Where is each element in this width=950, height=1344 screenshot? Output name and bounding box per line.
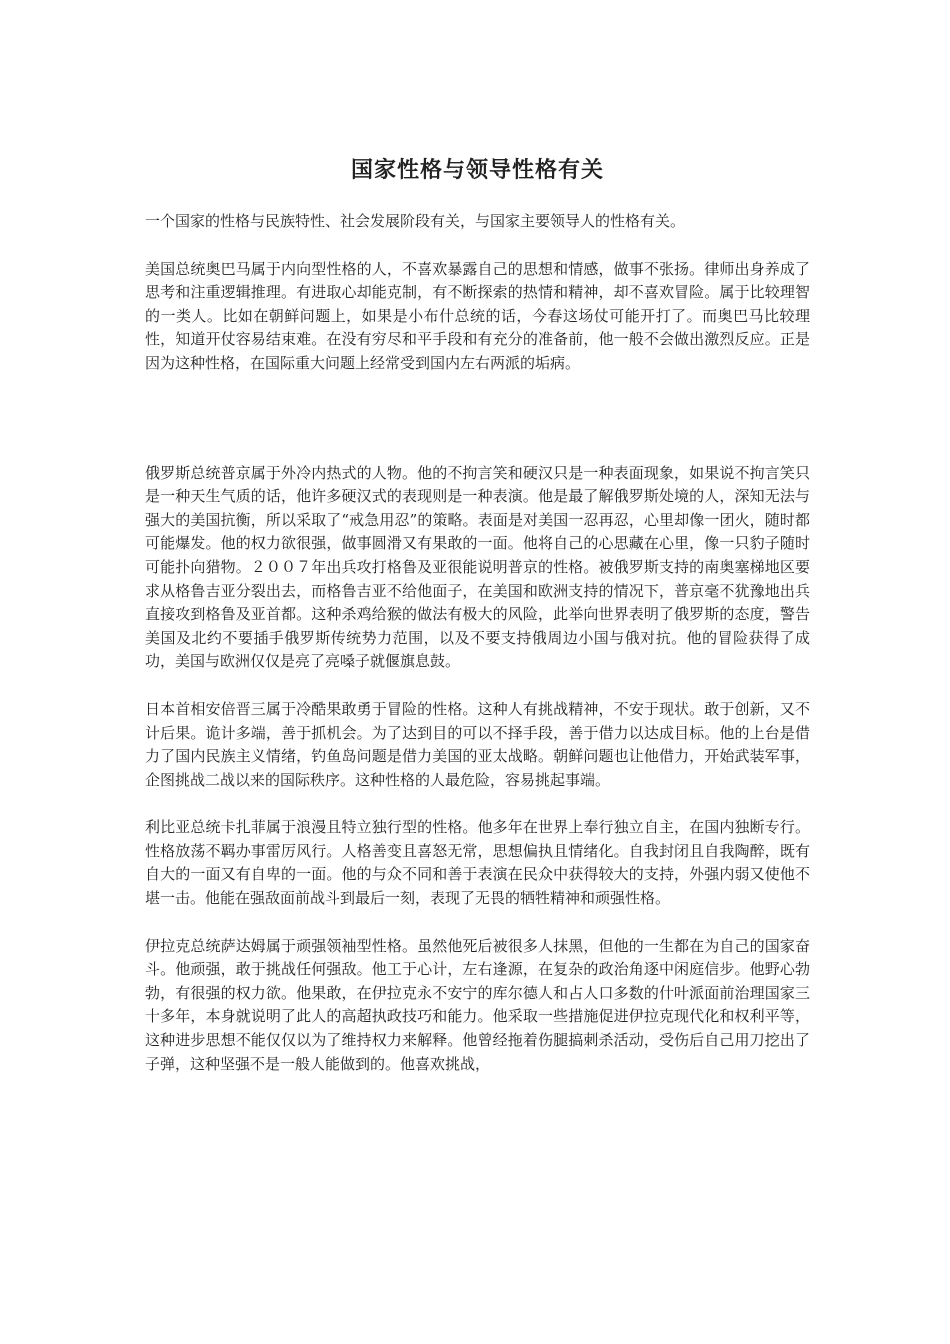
paragraph-intro: 一个国家的性格与民族特性、社会发展阶段有关，与国家主要领导人的性格有关。 xyxy=(145,212,686,230)
paragraph-saddam: 伊拉克总统萨达姆属于顽强领袖型性格。虽然他死后被很多人抹黑，但他的一生都在为自己的国家奋斗。他顽强，敢于挑战任何强敌。他工于心计，左右逢源，在复杂的政治角逐中闲庭信步。他野心勃勃，有很强的权力欲。他果敢，在伊拉克永不安宁的库尔德人和占人口多数的什叶派面前治理国家三十多年，本身就说明了此人的高超执政技巧和能力。他采取一些措施促进伊拉克现代化和权利平等，这种进步思想不能仅仅以为了维持权力来解释。他曾经拖着伤腿搞刺杀活动，受伤后自己用刀挖出了子弹，这种坚强不是一般人能做到的。他喜欢挑战， xyxy=(145,936,810,1073)
paragraph-obama: 美国总统奥巴马属于内向型性格的人，不喜欢暴露自己的思想和情感，做事不张扬。律师出身养成了思考和注重逻辑推理。有进取心却能克制，有不断探索的热情和精神，却不喜欢冒险。属于比较理智的一类人。比如在朝鲜问题上，如果是小布什总统的话，今春这场仗可能开打了。而奥巴马比较理性，知道开仗容易结束难。在没有穷尽和平手段和有充分的准备前，他一般不会做出激烈反应。正是因为这种性格，在国际重大问题上经常受到国内左右两派的垢病。 xyxy=(145,259,810,372)
paragraph-putin: 俄罗斯总统普京属于外冷内热式的人物。他的不拘言笑和硬汉只是一种表面现象，如果说不拘言笑只是一种天生气质的话，他许多硬汉式的表现则是一种表演。他是最了解俄罗斯处境的人，深知无法与强大的美国抗衡，所以采取了“戒急用忍”的策略。表面是对美国一忍再忍，心里却像一团火，随时都可能爆发。他的权力欲很强，做事圆滑又有果敢的一面。他将自己的心思藏在心里，像一只豹子随时可能扑向猎物。２００７年出兵攻打格鲁及亚很能说明普京的性格。被俄罗斯支持的南奥塞梯地区要求从格鲁吉亚分裂出去，而格鲁吉亚不给他面子，在美国和欧洲支持的情况下，普京毫不犹豫地出兵直接攻到格鲁及亚首都。这种杀鸡给猴的做法有极大的风险，此举向世界表明了俄罗斯的态度，警告美国及北约不要插手俄罗斯传统势力范围，以及不要支持俄周边小国与俄对抗。他的冒险获得了成功，美国与欧洲仅仅是亮了亮嗓子就偃旗息鼓。 xyxy=(145,463,810,671)
paragraph-abe: 日本首相安倍晋三属于冷酷果敢勇于冒险的性格。这种人有挑战精神，不安于现状。敢于创新，又不计后果。诡计多端，善于抓机会。为了达到目的可以不择手段，善于借力以达成目标。他的上台是借力了国内民族主义情绪，钓鱼岛问题是借力美国的亚太战略。朝鲜问题也让他借力，开始武装军事，企图挑战二战以来的国际秩序。这种性格的人最危险，容易挑起事端。 xyxy=(145,699,810,789)
document-title: 国家性格与领导性格有关 xyxy=(350,157,604,183)
paragraph-gaddafi: 利比亚总统卡扎菲属于浪漫且特立独行型的性格。他多年在世界上奉行独立自主，在国内独断专行。性格放荡不羁办事雷厉风行。人格善变且喜怒无常，思想偏执且情绪化。自我封闭且自我陶醉，既有自大的一面又有自卑的一面。他的与众不同和善于表演在民众中获得较大的支持，外强内弱又使他不堪一击。他能在强敌面前战斗到最后一刻，表现了无畏的牺牲精神和顽强性格。 xyxy=(145,818,810,908)
document-body xyxy=(145,150,810,1100)
